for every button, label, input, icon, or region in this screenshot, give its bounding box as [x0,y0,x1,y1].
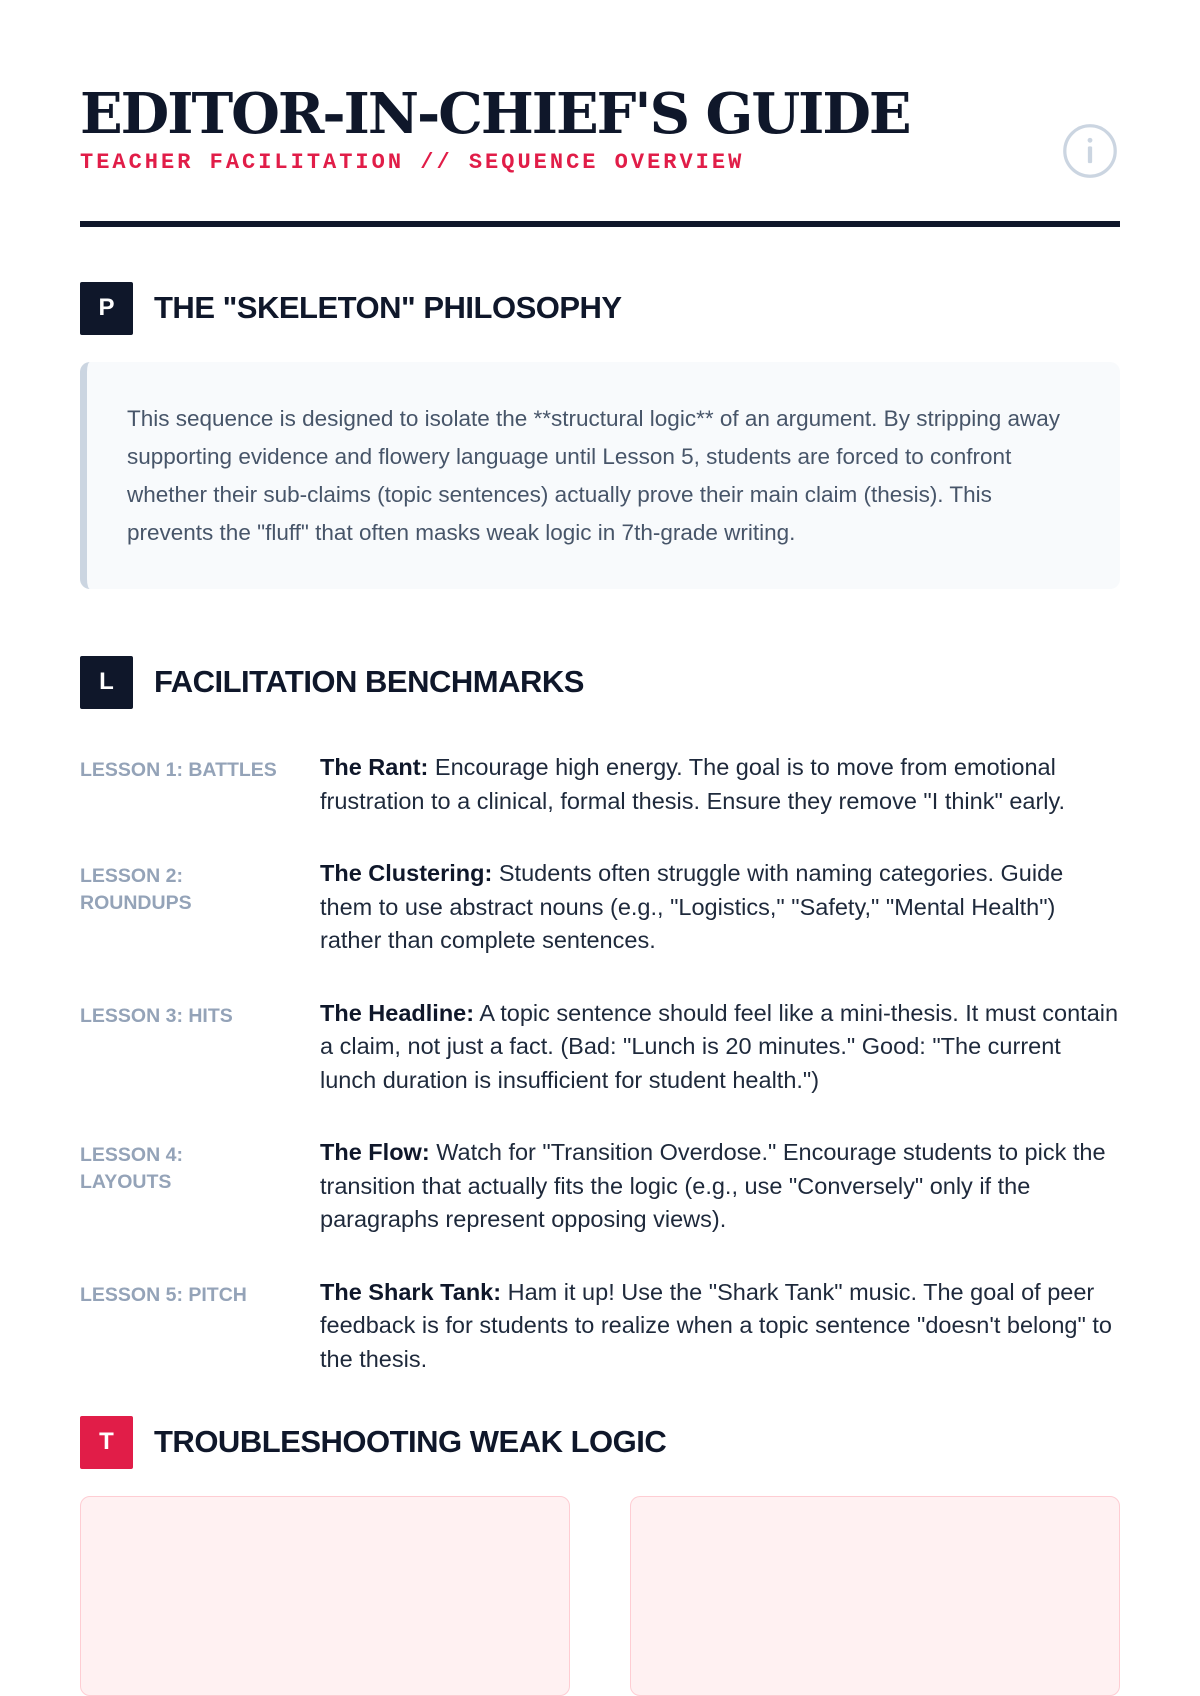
benchmark-text [320,751,1120,818]
benchmark-body: A topic sentence should feel like a mini-thesis. It must contain a claim, not just a fact. (Bad: "Lunch is 20 minutes." Good: "The current lunch duration is insufficient for student health.") [320,999,1119,1093]
benchmark-body: Watch for "Transition Overdose." Encourage students to pick the transition that actually fits the logic (e.g., use "Conversely" only if the paragraphs represent opposing views). [320,1139,1106,1232]
benchmark-body: Encourage high energy. The goal is to move from emotional frustration to a clinical, formal thesis. Ensure they remove "I think" early. [320,754,1066,814]
benchmark-heading: The Flow: [320,1139,430,1165]
philosophy-section [80,281,1120,589]
benchmark-heading: The Shark Tank: [320,1278,502,1305]
lesson-label: LESSON 1: BATTLES [80,759,277,781]
section-title: TROUBLESHOOTING WEAK LOGIC [154,1424,667,1459]
section-badge: P [80,282,133,335]
benchmark-row [80,1276,1120,1377]
benchmark-text [320,1136,1120,1237]
section-title: FACILITATION BENCHMARKS [154,664,584,699]
benchmarks-section [80,655,1120,1376]
troubleshooting-card [80,1496,570,1696]
troubleshooting-cards [80,1496,1120,1696]
benchmark-row [80,1136,1120,1237]
info-icon[interactable] [1062,123,1118,179]
benchmark-row [80,997,1120,1098]
benchmark-body: Ham it up! Use the "Shark Tank" music. The goal of peer feedback is for students to realize when a topic sentence "doesn't belong" to the thesis. [320,1278,1112,1372]
page-header [80,0,1120,227]
philosophy-text: This sequence is designed to isolate the **structural logic** of an argument. By stripping away supporting evidence and flowery language until Lesson 5, students are forced to confront whether their sub-claims (topic sentences) actually prove their main claim (thesis). This prevents the "fluff" that often masks weak logic in 7th-grade writing. [127,406,1061,545]
benchmark-text [320,857,1120,958]
benchmark-list [80,751,1120,1376]
benchmark-row [80,751,1120,818]
benchmark-heading: The Rant: [320,754,429,780]
benchmark-heading: The Headline: [320,999,475,1026]
section-badge: L [80,656,133,709]
benchmark-body: Students often struggle with naming categories. Guide them to use abstract nouns (e.g., "Logistics," "Safety," "Mental Health") rather than complete sentences. [320,860,1064,953]
benchmark-text [320,997,1120,1098]
lesson-label: LESSON 2: ROUNDUPS [80,865,192,914]
lesson-label: LESSON 5: PITCH [80,1283,247,1306]
section-heading [80,281,1120,335]
section-heading [80,1415,1120,1469]
troubleshooting-section [80,1415,1120,1696]
benchmark-row [80,857,1120,958]
lesson-label: LESSON 4: LAYOUTS [80,1144,183,1193]
benchmark-heading: The Clustering: [320,860,493,886]
philosophy-callout [80,362,1120,589]
header-divider [80,221,1120,227]
section-title: THE "SKELETON" PHILOSOPHY [154,290,622,325]
troubleshooting-card [630,1496,1120,1696]
section-badge: T [80,1416,133,1469]
section-heading [80,655,1120,709]
benchmark-text [320,1276,1120,1377]
page-title: EDITOR-IN-CHIEF'S GUIDE [80,81,910,147]
guide-page [80,0,1120,1696]
page-subtitle: TEACHER FACILITATION // SEQUENCE OVERVIEW [80,150,745,175]
lesson-label: LESSON 3: HITS [80,1004,233,1027]
